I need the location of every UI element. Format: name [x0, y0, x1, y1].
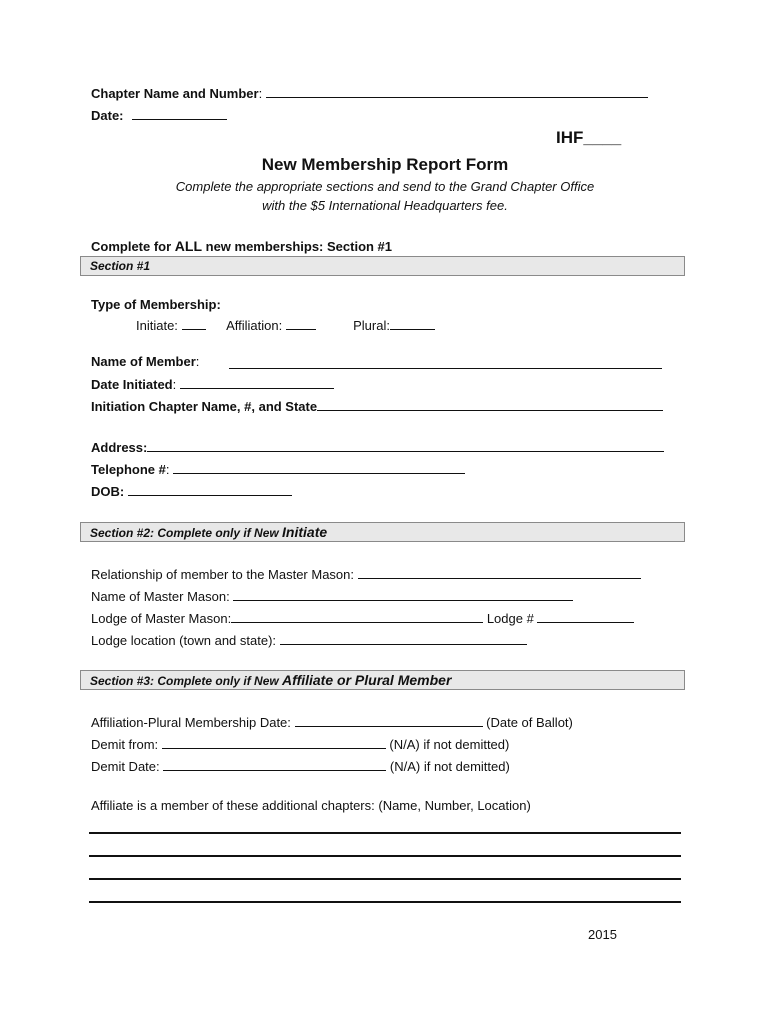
lodge-master-mason-label: Lodge of Master Mason: Lodge #	[91, 609, 634, 628]
lodge-location-field[interactable]	[280, 631, 527, 645]
demit-date-label: Demit Date: (N/A) if not demitted)	[91, 759, 510, 774]
demit-from-label: Demit from: (N/A) if not demitted)	[91, 737, 510, 752]
demit-from-field[interactable]	[162, 735, 386, 749]
dob-field[interactable]	[128, 482, 292, 496]
name-master-mason-field[interactable]	[233, 587, 573, 601]
telephone-field[interactable]	[173, 460, 465, 474]
affiliation-field[interactable]	[286, 316, 316, 330]
name-master-mason-label: Name of Master Mason:	[91, 587, 573, 606]
lodge-location-label: Lodge location (town and state):	[91, 631, 527, 650]
chapter-name-label: Chapter Name and Number:	[91, 84, 648, 103]
additional-chapters-line-3[interactable]	[89, 878, 681, 880]
plural-field[interactable]	[390, 316, 435, 330]
form-year: 2015	[588, 927, 617, 942]
lodge-master-mason-field[interactable]	[231, 609, 483, 623]
demit-date-field[interactable]	[163, 757, 386, 771]
date-initiated-field[interactable]	[180, 375, 334, 389]
additional-chapters-line-2[interactable]	[89, 855, 681, 857]
form-title: New Membership Report Form	[261, 155, 509, 174]
instructions-line-1: Complete the appropriate sections and send to the Grand Chapter Office	[175, 179, 595, 194]
date-field[interactable]	[132, 106, 227, 120]
instructions-line-2: with the $5 International Headquarters fee.	[262, 198, 508, 213]
affiliation-date-field[interactable]	[295, 713, 483, 727]
telephone-label: Telephone #:	[91, 460, 465, 479]
chapter-name-field[interactable]	[266, 84, 648, 98]
additional-chapters-line-4[interactable]	[89, 901, 681, 903]
date-initiated-label: Date Initiated:	[91, 375, 334, 394]
section1-intro: Complete for ALL new memberships: Section #1	[91, 238, 393, 254]
membership-type-options: Initiate: Affiliation: Plural:	[136, 316, 435, 335]
lodge-number-field[interactable]	[537, 609, 634, 623]
section1-bar: Section #1	[80, 256, 685, 276]
initiate-field[interactable]	[182, 316, 206, 330]
section2-bar: Section #2: Complete only if New Initiate	[80, 522, 685, 542]
affiliation-date-label: Affiliation-Plural Membership Date: (Date of Ballot)	[91, 715, 573, 730]
address-field[interactable]	[147, 438, 664, 452]
additional-chapters-label: Affiliate is a member of these additional chapters: (Name, Number, Location)	[91, 798, 531, 813]
relationship-field[interactable]	[358, 565, 641, 579]
date-label: Date:	[91, 106, 227, 125]
type-of-membership-label: Type of Membership:	[91, 297, 221, 312]
name-of-member-label: Name of Member:	[91, 354, 200, 369]
address-label: Address:	[91, 438, 664, 457]
section3-bar: Section #3: Complete only if New Affiliate or Plural Member	[80, 670, 685, 690]
ihf-label: IHF____	[556, 128, 622, 147]
initiation-chapter-field[interactable]	[317, 397, 663, 411]
name-of-member-field[interactable]	[229, 355, 662, 369]
dob-label: DOB:	[91, 482, 292, 501]
relationship-label: Relationship of member to the Master Mason:	[91, 565, 641, 584]
additional-chapters-line-1[interactable]	[89, 832, 681, 834]
initiation-chapter-label: Initiation Chapter Name, #, and State	[91, 397, 663, 416]
